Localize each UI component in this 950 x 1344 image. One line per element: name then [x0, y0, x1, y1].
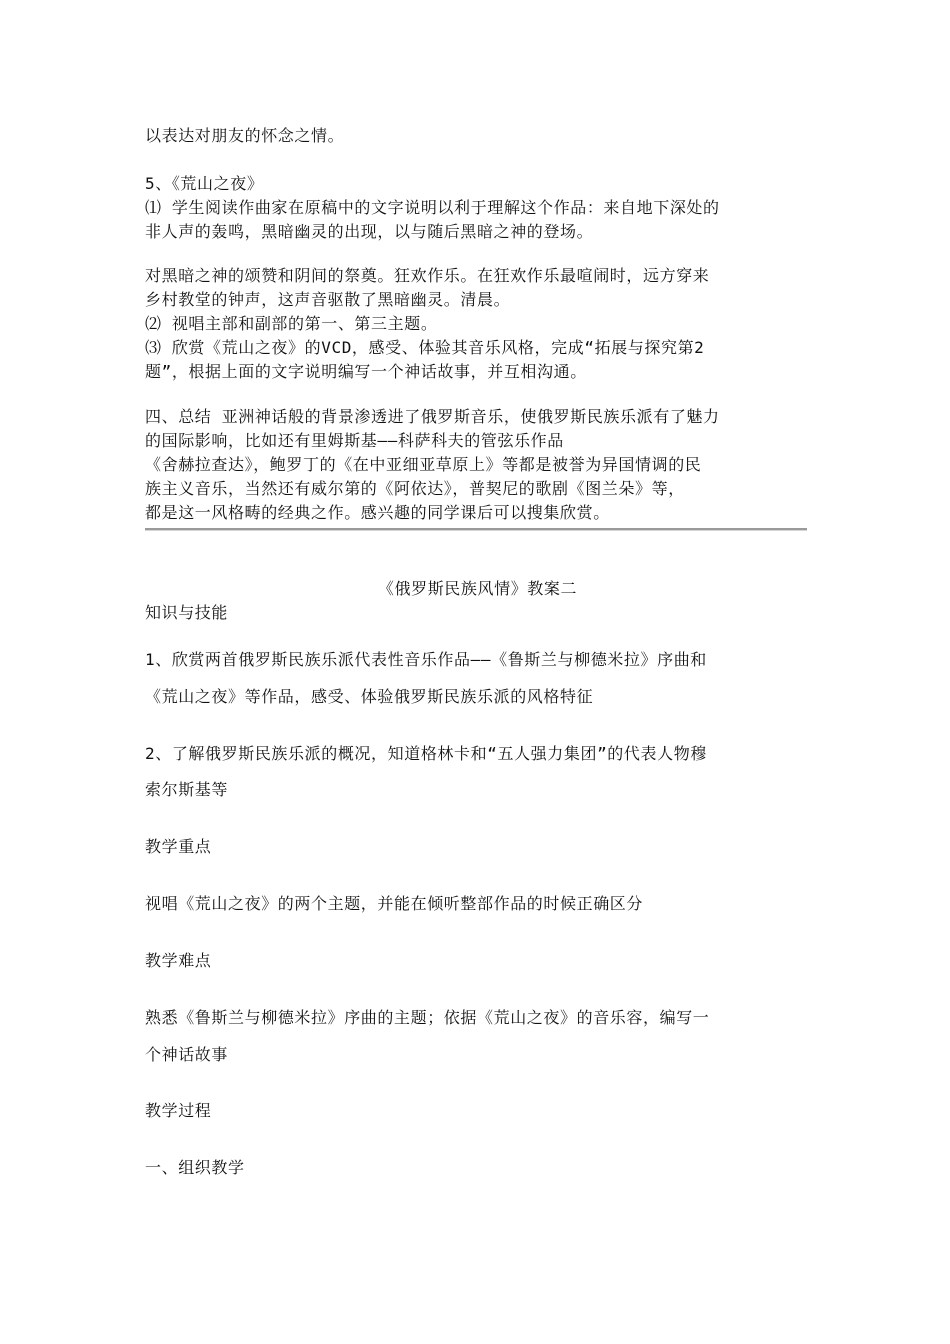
difficulty-line-1: 熟悉《鲁斯兰与柳德米拉》序曲的主题；依据《荒山之夜》的音乐容，编写一: [145, 1008, 710, 1027]
section-divider: [145, 528, 807, 531]
text-line: 族主义音乐，当然还有威尔第的《阿依达》，普契尼的歌剧《图兰朵》等，: [145, 479, 685, 498]
summary-paragraph: [145, 405, 810, 525]
text-line: 四、总结 亚洲神话般的背景渗透进了俄罗斯音乐，使俄罗斯民族乐派有了魅力: [145, 407, 720, 426]
item5-paragraph-4: [145, 336, 810, 384]
item5-paragraph-3: ⑵ 视唱主部和副部的第一、第三主题。: [145, 314, 438, 333]
point-1-line-1: 1、欣赏两首俄罗斯民族乐派代表性音乐作品——《鲁斯兰与柳德米拉》序曲和: [145, 650, 707, 669]
text-line: 对黑暗之神的颂赞和阴间的祭奠。狂欢作乐。在狂欢作乐最喧闹时，远方穿来: [145, 266, 710, 285]
point-1-line-2: 《荒山之夜》等作品，感受、体验俄罗斯民族乐派的风格特征: [145, 687, 594, 706]
item5-heading: 5、《荒山之夜》: [145, 174, 264, 193]
text-line: 题”，根据上面的文字说明编写一个神话故事，并互相沟通。: [145, 362, 587, 381]
item5-paragraph-1: [145, 196, 810, 244]
point-2-line-2: 索尔斯基等: [145, 780, 229, 799]
page-title: 《俄罗斯民族风情》教案二: [377, 579, 578, 598]
difficulty-heading: 教学难点: [145, 951, 212, 970]
step-1: 一、组织教学: [145, 1158, 245, 1177]
item5-paragraph-2: [145, 264, 810, 312]
text-line: 都是这一风格畴的经典之作。感兴趣的同学课后可以搜集欣赏。: [145, 503, 610, 522]
key-heading: 教学重点: [145, 837, 212, 856]
process-heading: 教学过程: [145, 1101, 212, 1120]
point-2-line-1: 2、了解俄罗斯民族乐派的概况，知道格林卡和“五人强力集团”的代表人物穆: [145, 744, 707, 763]
text-line: 乡村教堂的钟声，这声音驱散了黑暗幽灵。清晨。: [145, 290, 511, 309]
intro-line: 以表达对朋友的怀念之情。: [145, 126, 345, 145]
text-line: ⑶ 欣赏《荒山之夜》的VCD，感受、体验其音乐风格，完成“拓展与探究第2: [145, 338, 705, 357]
text-line: ⑴ 学生阅读作曲家在原稿中的文字说明以利于理解这个作品：来自地下深处的: [145, 198, 720, 217]
difficulty-line-2: 个神话故事: [145, 1045, 229, 1064]
text-line: 非人声的轰鸣，黑暗幽灵的出现，以与随后黑暗之神的登场。: [145, 222, 594, 241]
text-line: 的国际影响，比如还有里姆斯基——科萨科夫的管弦乐作品: [145, 431, 564, 450]
text-line: 《舍赫拉查达》，鲍罗丁的《在中亚细亚草原上》等都是被誉为异国情调的民: [145, 455, 702, 474]
key-text: 视唱《荒山之夜》的两个主题，并能在倾听整部作品的时候正确区分: [145, 894, 644, 913]
knowledge-heading: 知识与技能: [145, 603, 229, 622]
